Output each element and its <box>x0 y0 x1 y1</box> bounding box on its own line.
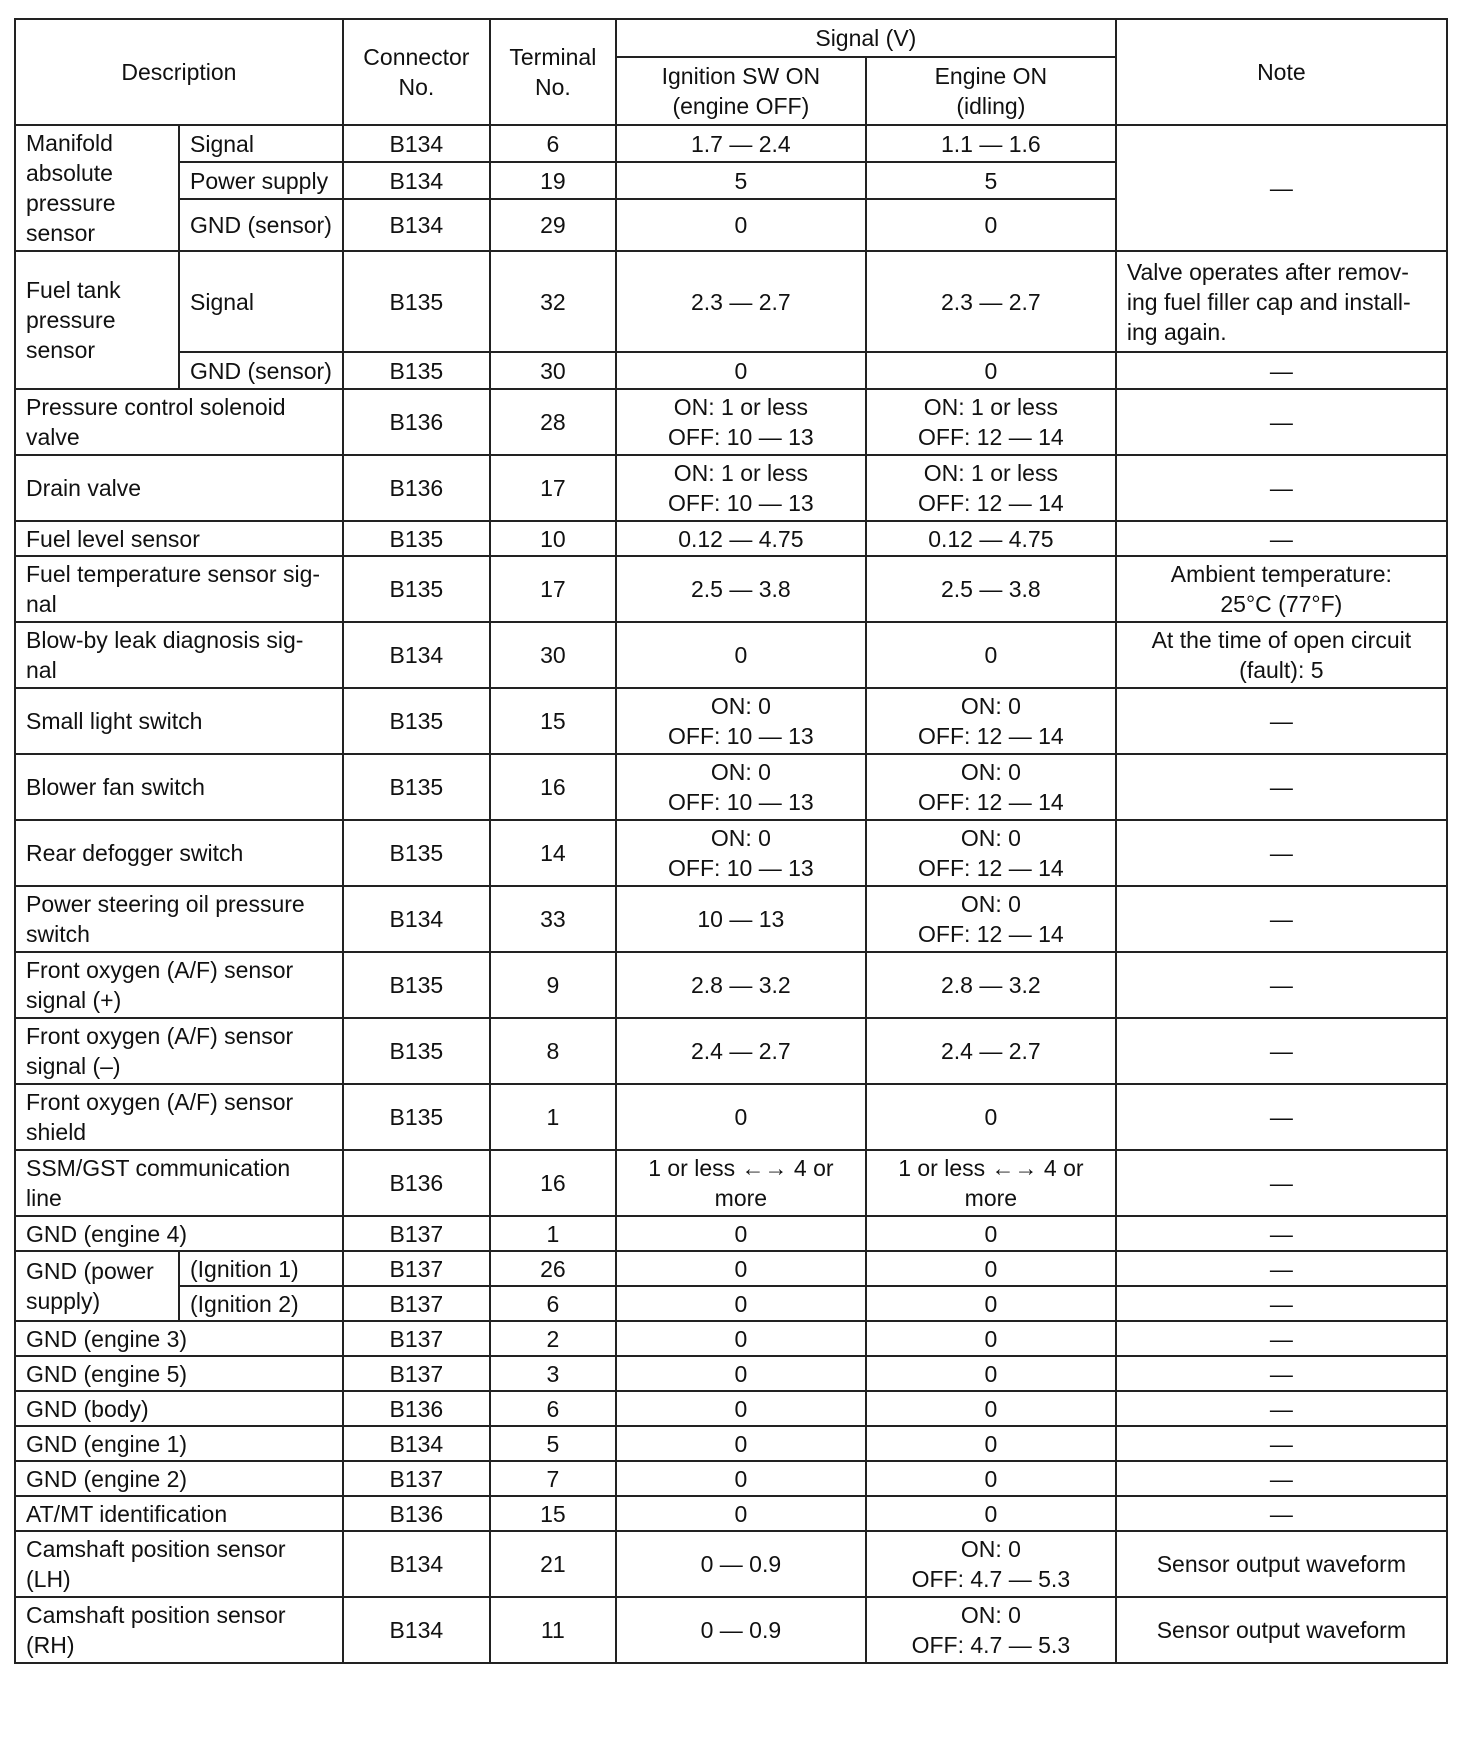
row-description: Signal <box>179 125 343 162</box>
row-terminal: 26 <box>490 1251 616 1286</box>
row-connector: B135 <box>343 1018 490 1084</box>
row-signal-ignition: 0 <box>616 622 866 688</box>
row-description: Camshaft position sensor (LH) <box>15 1531 343 1597</box>
row-signal-engine: 2.3 — 2.7 <box>866 251 1116 352</box>
table-row <box>15 521 1447 556</box>
row-description: GND (body) <box>15 1391 343 1426</box>
table-row <box>15 352 1447 389</box>
row-connector: B134 <box>343 125 490 162</box>
row-signal-engine: 0 <box>866 1496 1116 1531</box>
row-description: SSM/GST communication line <box>15 1150 343 1216</box>
row-terminal: 11 <box>490 1597 616 1663</box>
row-signal-ignition: ON: 1 or less OFF: 10 — 13 <box>616 455 866 521</box>
row-signal-engine: 0 <box>866 1084 1116 1150</box>
row-description: GND (sensor) <box>179 352 343 389</box>
row-description: Pressure control solenoid valve <box>15 389 343 455</box>
row-signal-ignition: 0 <box>616 199 866 251</box>
table-row <box>15 556 1447 622</box>
row-signal-ignition: 2.4 — 2.7 <box>616 1018 866 1084</box>
table-row <box>15 1216 1447 1251</box>
row-terminal: 21 <box>490 1531 616 1597</box>
header-note: Note <box>1116 19 1447 125</box>
row-connector: B135 <box>343 352 490 389</box>
row-signal-engine: ON: 0 OFF: 12 — 14 <box>866 820 1116 886</box>
row-note: — <box>1116 688 1447 754</box>
row-signal-engine: ON: 0 OFF: 4.7 — 5.3 <box>866 1531 1116 1597</box>
row-signal-ignition: 10 — 13 <box>616 886 866 952</box>
row-signal-ignition: 0 <box>616 1496 866 1531</box>
table-row <box>15 1461 1447 1496</box>
row-description: Front oxygen (A/F) sensor shield <box>15 1084 343 1150</box>
row-signal-ignition: ON: 0 OFF: 10 — 13 <box>616 754 866 820</box>
table-row <box>15 1251 1447 1286</box>
row-signal-engine: 1.1 — 1.6 <box>866 125 1116 162</box>
row-signal-engine: 0.12 — 4.75 <box>866 521 1116 556</box>
row-connector: B135 <box>343 688 490 754</box>
row-terminal: 6 <box>490 1286 616 1321</box>
row-signal-engine: ON: 0 OFF: 4.7 — 5.3 <box>866 1597 1116 1663</box>
row-connector: B137 <box>343 1251 490 1286</box>
row-note: — <box>1116 1391 1447 1426</box>
row-note: — <box>1116 455 1447 521</box>
row-signal-engine: 0 <box>866 1251 1116 1286</box>
table-row <box>15 1496 1447 1531</box>
table-row <box>15 754 1447 820</box>
row-note: — <box>1116 1461 1447 1496</box>
row-connector: B135 <box>343 754 490 820</box>
row-terminal: 32 <box>490 251 616 352</box>
row-terminal: 15 <box>490 688 616 754</box>
row-description: GND (engine 5) <box>15 1356 343 1391</box>
row-note: — <box>1116 521 1447 556</box>
row-signal-engine: 1 or less ←→ 4 or more <box>866 1150 1116 1216</box>
row-terminal: 6 <box>490 125 616 162</box>
row-signal-engine: 0 <box>866 1391 1116 1426</box>
row-signal-engine: 2.5 — 3.8 <box>866 556 1116 622</box>
row-terminal: 28 <box>490 389 616 455</box>
table-row <box>15 1321 1447 1356</box>
row-description: Front oxygen (A/F) sensor signal (–) <box>15 1018 343 1084</box>
row-signal-ignition: 1 or less ←→ 4 or more <box>616 1150 866 1216</box>
table-row <box>15 1084 1447 1150</box>
header-terminal: Terminal No. <box>490 19 616 125</box>
row-signal-engine: 0 <box>866 1286 1116 1321</box>
header-signal-engine: Engine ON (idling) <box>866 57 1116 125</box>
table-row <box>15 952 1447 1018</box>
row-signal-ignition: ON: 0 OFF: 10 — 13 <box>616 820 866 886</box>
row-connector: B134 <box>343 199 490 251</box>
header-description: Description <box>15 19 343 125</box>
row-signal-engine: 0 <box>866 622 1116 688</box>
row-terminal: 1 <box>490 1216 616 1251</box>
row-description: Camshaft position sensor (RH) <box>15 1597 343 1663</box>
row-terminal: 9 <box>490 952 616 1018</box>
row-terminal: 19 <box>490 162 616 199</box>
row-terminal: 17 <box>490 455 616 521</box>
row-signal-ignition: 2.8 — 3.2 <box>616 952 866 1018</box>
row-connector: B136 <box>343 1391 490 1426</box>
row-connector: B137 <box>343 1321 490 1356</box>
table-row <box>15 1597 1447 1663</box>
row-terminal: 3 <box>490 1356 616 1391</box>
row-description: GND (sensor) <box>179 199 343 251</box>
row-connector: B137 <box>343 1216 490 1251</box>
row-terminal: 8 <box>490 1018 616 1084</box>
row-signal-engine: 5 <box>866 162 1116 199</box>
group-map-sensor: Manifold absolute pressure sensor <box>15 125 179 251</box>
row-signal-engine: 0 <box>866 1426 1116 1461</box>
table-row <box>15 1286 1447 1321</box>
header-connector: Connector No. <box>343 19 490 125</box>
row-signal-ignition: 0.12 — 4.75 <box>616 521 866 556</box>
row-note: Ambient temperature: 25°C (77°F) <box>1116 556 1447 622</box>
row-signal-ignition: 0 <box>616 1216 866 1251</box>
row-terminal: 10 <box>490 521 616 556</box>
row-description: GND (engine 1) <box>15 1426 343 1461</box>
row-description: Fuel level sensor <box>15 521 343 556</box>
row-terminal: 6 <box>490 1391 616 1426</box>
row-note: — <box>1116 352 1447 389</box>
header-signal-ignition: Ignition SW ON (engine OFF) <box>616 57 866 125</box>
row-signal-ignition: 5 <box>616 162 866 199</box>
row-signal-engine: ON: 0 OFF: 12 — 14 <box>866 886 1116 952</box>
row-connector: B135 <box>343 820 490 886</box>
group-gnd-power-supply: GND (power supply) <box>15 1251 179 1321</box>
header-row-top <box>15 19 1447 57</box>
row-connector: B137 <box>343 1286 490 1321</box>
row-note: — <box>1116 952 1447 1018</box>
table-row <box>15 389 1447 455</box>
row-terminal: 16 <box>490 1150 616 1216</box>
row-description: AT/MT identification <box>15 1496 343 1531</box>
row-signal-ignition: 0 <box>616 1356 866 1391</box>
row-description: Blow-by leak diagnosis sig- nal <box>15 622 343 688</box>
row-terminal: 15 <box>490 1496 616 1531</box>
ecm-terminal-signal-table <box>14 18 1448 1664</box>
signal-table-page <box>14 18 1448 1664</box>
row-connector: B134 <box>343 1597 490 1663</box>
row-description: Blower fan switch <box>15 754 343 820</box>
row-description: Rear defogger switch <box>15 820 343 886</box>
row-terminal: 2 <box>490 1321 616 1356</box>
row-note: — <box>1116 754 1447 820</box>
row-description: GND (engine 2) <box>15 1461 343 1496</box>
row-terminal: 30 <box>490 352 616 389</box>
table-row <box>15 622 1447 688</box>
table-row <box>15 1018 1447 1084</box>
row-connector: B134 <box>343 1531 490 1597</box>
row-signal-engine: 0 <box>866 1356 1116 1391</box>
row-terminal: 29 <box>490 199 616 251</box>
row-connector: B136 <box>343 455 490 521</box>
row-signal-ignition: 0 <box>616 1461 866 1496</box>
table-row <box>15 820 1447 886</box>
table-row <box>15 1356 1447 1391</box>
row-note: — <box>1116 1251 1447 1286</box>
row-terminal: 7 <box>490 1461 616 1496</box>
table-row <box>15 688 1447 754</box>
row-signal-ignition: 0 <box>616 1391 866 1426</box>
table-row <box>15 1150 1447 1216</box>
row-signal-engine: 0 <box>866 1216 1116 1251</box>
row-connector: B136 <box>343 1496 490 1531</box>
row-signal-ignition: 0 — 0.9 <box>616 1531 866 1597</box>
row-description: (Ignition 1) <box>179 1251 343 1286</box>
row-signal-ignition: 0 <box>616 1286 866 1321</box>
row-signal-engine: 0 <box>866 199 1116 251</box>
row-signal-engine: 0 <box>866 1321 1116 1356</box>
row-signal-engine: ON: 1 or less OFF: 12 — 14 <box>866 455 1116 521</box>
group-map-note: — <box>1116 125 1447 251</box>
row-description: Drain valve <box>15 455 343 521</box>
row-terminal: 33 <box>490 886 616 952</box>
row-note: — <box>1116 1286 1447 1321</box>
row-signal-ignition: 0 <box>616 1084 866 1150</box>
row-description: Fuel temperature sensor sig- nal <box>15 556 343 622</box>
row-note: — <box>1116 1150 1447 1216</box>
row-signal-engine: ON: 0 OFF: 12 — 14 <box>866 688 1116 754</box>
row-terminal: 5 <box>490 1426 616 1461</box>
row-description: GND (engine 4) <box>15 1216 343 1251</box>
row-signal-engine: ON: 1 or less OFF: 12 — 14 <box>866 389 1116 455</box>
row-connector: B135 <box>343 556 490 622</box>
row-connector: B135 <box>343 952 490 1018</box>
row-terminal: 14 <box>490 820 616 886</box>
group-fuel-tank-sensor: Fuel tank pressure sensor <box>15 251 179 389</box>
table-row <box>15 1391 1447 1426</box>
row-signal-engine: 2.4 — 2.7 <box>866 1018 1116 1084</box>
row-note: — <box>1116 886 1447 952</box>
row-connector: B136 <box>343 1150 490 1216</box>
row-description: Power steering oil pressure switch <box>15 886 343 952</box>
table-row <box>15 1531 1447 1597</box>
row-signal-ignition: 0 <box>616 1321 866 1356</box>
row-connector: B137 <box>343 1356 490 1391</box>
row-note: — <box>1116 820 1447 886</box>
table-row <box>15 455 1447 521</box>
row-note: Sensor output waveform <box>1116 1597 1447 1663</box>
row-signal-engine: 0 <box>866 352 1116 389</box>
row-description: Signal <box>179 251 343 352</box>
row-description: Small light switch <box>15 688 343 754</box>
table-row <box>15 1426 1447 1461</box>
row-description: Front oxygen (A/F) sensor signal (+) <box>15 952 343 1018</box>
row-description: GND (engine 3) <box>15 1321 343 1356</box>
row-signal-ignition: ON: 1 or less OFF: 10 — 13 <box>616 389 866 455</box>
row-connector: B134 <box>343 1426 490 1461</box>
row-signal-engine: 2.8 — 3.2 <box>866 952 1116 1018</box>
table-row <box>15 125 1447 162</box>
row-signal-engine: ON: 0 OFF: 12 — 14 <box>866 754 1116 820</box>
row-connector: B136 <box>343 389 490 455</box>
row-note: — <box>1116 1084 1447 1150</box>
row-terminal: 16 <box>490 754 616 820</box>
row-description: (Ignition 2) <box>179 1286 343 1321</box>
row-note: — <box>1116 1356 1447 1391</box>
row-note: — <box>1116 1216 1447 1251</box>
row-note: — <box>1116 1496 1447 1531</box>
row-signal-ignition: 0 <box>616 352 866 389</box>
row-terminal: 1 <box>490 1084 616 1150</box>
row-connector: B135 <box>343 1084 490 1150</box>
row-note: — <box>1116 1426 1447 1461</box>
row-signal-ignition: 0 — 0.9 <box>616 1597 866 1663</box>
row-connector: B134 <box>343 622 490 688</box>
row-signal-ignition: 2.5 — 3.8 <box>616 556 866 622</box>
row-connector: B134 <box>343 886 490 952</box>
row-note: — <box>1116 1321 1447 1356</box>
row-signal-ignition: ON: 0 OFF: 10 — 13 <box>616 688 866 754</box>
row-terminal: 17 <box>490 556 616 622</box>
row-note: Sensor output waveform <box>1116 1531 1447 1597</box>
row-note: Valve operates after remov- ing fuel filler cap and install- ing again. <box>1116 251 1447 352</box>
row-terminal: 30 <box>490 622 616 688</box>
row-signal-ignition: 2.3 — 2.7 <box>616 251 866 352</box>
row-connector: B135 <box>343 521 490 556</box>
header-signal-group: Signal (V) <box>616 19 1116 57</box>
row-signal-ignition: 0 <box>616 1251 866 1286</box>
row-connector: B135 <box>343 251 490 352</box>
row-connector: B137 <box>343 1461 490 1496</box>
table-row <box>15 886 1447 952</box>
row-signal-ignition: 0 <box>616 1426 866 1461</box>
row-note: — <box>1116 389 1447 455</box>
row-signal-ignition: 1.7 — 2.4 <box>616 125 866 162</box>
row-description: Power supply <box>179 162 343 199</box>
row-connector: B134 <box>343 162 490 199</box>
row-note: — <box>1116 1018 1447 1084</box>
table-row <box>15 251 1447 352</box>
row-note: At the time of open circuit (fault): 5 <box>1116 622 1447 688</box>
row-signal-engine: 0 <box>866 1461 1116 1496</box>
